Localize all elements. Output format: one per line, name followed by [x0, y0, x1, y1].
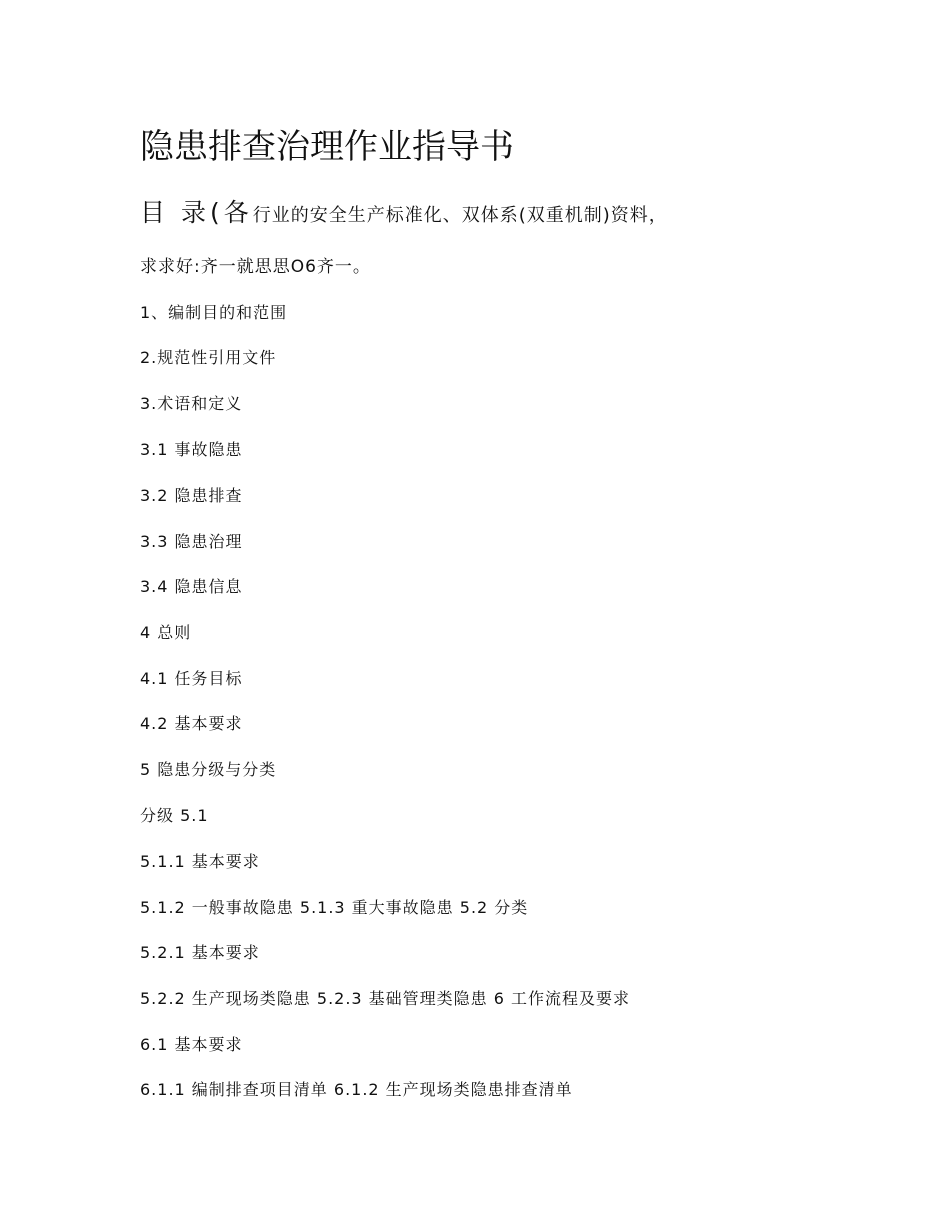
toc-heading-large: 目 录(各: [140, 198, 253, 227]
toc-line: 3.2 隐患排查: [140, 486, 243, 505]
toc-line: 5 隐患分级与分类: [140, 760, 277, 779]
toc-line: 5.1.2 一般事故隐患 5.1.3 重大事故隐患 5.2 分类: [140, 898, 529, 917]
toc-line: 6.1 基本要求: [140, 1035, 243, 1054]
toc-line: 5.2.2 生产现场类隐患 5.2.3 基础管理类隐患 6 工作流程及要求: [140, 989, 631, 1008]
toc-line: 2.规范性引用文件: [140, 348, 277, 367]
document-title: 隐患排查治理作业指导书: [140, 127, 514, 167]
intro-line: 求求好:齐一就思思O6齐一。: [140, 257, 371, 277]
toc-line: 4.1 任务目标: [140, 669, 243, 688]
toc-line: 1、编制目的和范围: [140, 303, 288, 322]
toc-line: 6.1.1 编制排查项目清单 6.1.2 生产现场类隐患排查清单: [140, 1080, 573, 1099]
toc-line: 分级 5.1: [140, 806, 209, 825]
toc-line: 4 总则: [140, 623, 192, 642]
toc-line: 5.1.1 基本要求: [140, 852, 260, 871]
toc-line: 4.2 基本要求: [140, 714, 243, 733]
toc-heading: [140, 196, 668, 233]
toc-line: 3.3 隐患治理: [140, 532, 243, 551]
toc-line: 3.4 隐患信息: [140, 577, 243, 596]
toc-line: 5.2.1 基本要求: [140, 943, 260, 962]
toc-heading-rest: 行业的安全生产标准化、双体系(双重机制)资料，: [252, 205, 668, 226]
toc-line: 3.术语和定义: [140, 394, 243, 413]
toc-line: 3.1 事故隐患: [140, 440, 243, 459]
